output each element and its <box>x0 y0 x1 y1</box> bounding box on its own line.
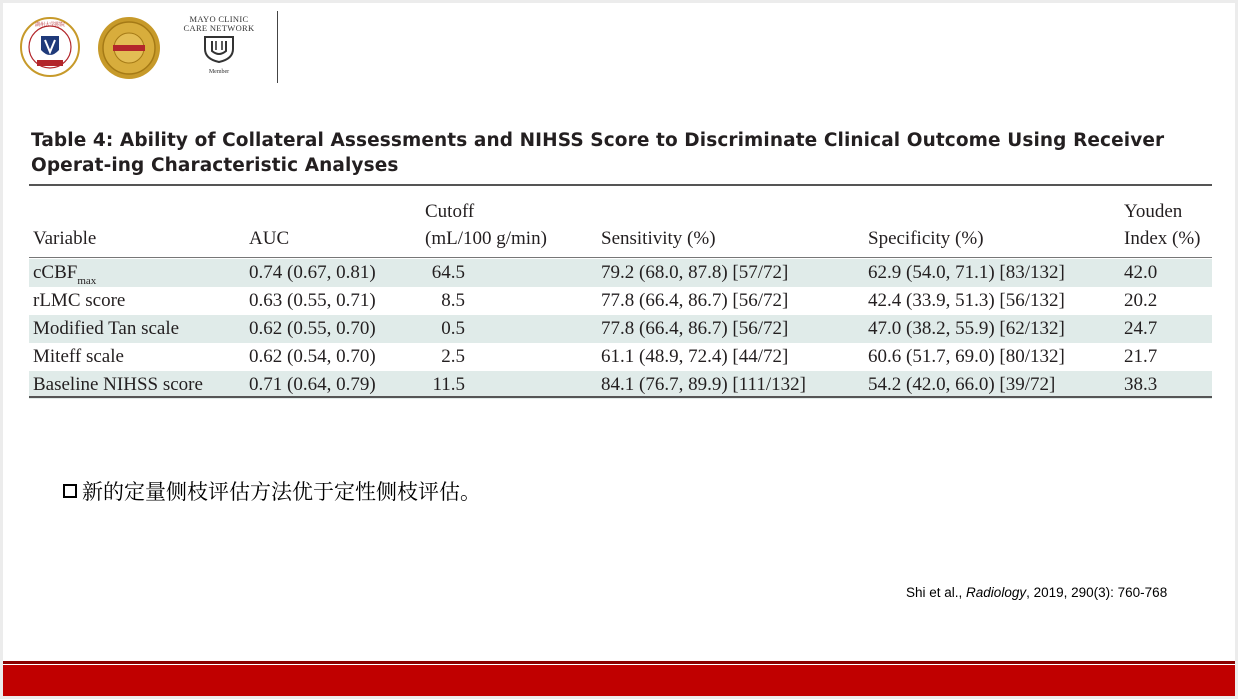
table-top-rule <box>29 184 1212 186</box>
header-youden-line2: Index (%) <box>1124 228 1201 249</box>
header-cutoff-line1: Cutoff <box>425 201 475 222</box>
table-row <box>29 343 1212 371</box>
header-cutoff-line2: (mL/100 g/min) <box>425 228 547 249</box>
cell-cutoff: 8.5 <box>441 290 465 311</box>
table-row <box>29 259 1212 287</box>
table-header-row <box>29 190 1212 256</box>
citation <box>906 585 1167 600</box>
cell-sensitivity: 84.1 (76.7, 89.9) [111/132] <box>601 374 806 395</box>
cell-auc: 0.71 (0.64, 0.79) <box>249 374 376 395</box>
slide <box>3 3 1235 696</box>
cell-specificity: 62.9 (54.0, 71.1) [83/132] <box>868 262 1065 283</box>
cell-cutoff: 2.5 <box>441 346 465 367</box>
cell-sensitivity: 77.8 (66.4, 86.7) [56/72] <box>601 318 789 339</box>
cell-sensitivity: 77.8 (66.4, 86.7) [56/72] <box>601 290 789 311</box>
cell-variable: cCBF$_{max}$ <box>33 262 97 287</box>
header-youden-line1: Youden <box>1124 201 1183 222</box>
mayo-member-label: Member <box>208 69 230 75</box>
cell-youden: 21.7 <box>1124 346 1158 367</box>
table-row <box>29 371 1212 399</box>
table-bottom-rule <box>29 396 1212 398</box>
cell-sensitivity: 61.1 (48.9, 72.4) [44/72] <box>601 346 789 367</box>
header-auc: AUC <box>249 228 290 249</box>
table-row <box>29 287 1212 315</box>
cell-variable-subscript: max <box>77 275 97 287</box>
bullet-text: 新的定量侧枝评估方法优于定性侧枝评估。 <box>82 480 481 504</box>
header-youden <box>1124 198 1201 252</box>
table-header-rule <box>29 257 1212 258</box>
cell-cutoff: 0.5 <box>441 318 465 339</box>
cell-specificity: 42.4 (33.9, 51.3) [56/132] <box>868 290 1065 311</box>
table-title: Table 4: Ability of Collateral Assessments and NIHSS Score to Discriminate Clinical Outcome Using Receiver Operat-ing Characteristic Analyses <box>31 130 1165 176</box>
cell-variable: Modified Tan scale <box>33 318 180 339</box>
header-cutoff <box>425 198 585 252</box>
cell-auc: 0.62 (0.54, 0.70) <box>249 346 376 367</box>
cell-cutoff: 64.5 <box>431 262 465 283</box>
cell-auc: 0.74 (0.67, 0.81) <box>249 262 376 283</box>
footer-accent-line <box>3 661 1235 664</box>
square-bullet-icon <box>63 484 77 498</box>
cell-auc: 0.62 (0.55, 0.70) <box>249 318 376 339</box>
citation-authors: Shi et al., <box>906 585 967 600</box>
bullet-point <box>63 476 481 506</box>
footer-bar <box>3 665 1235 696</box>
cell-youden: 20.2 <box>1124 290 1158 311</box>
citation-journal: Radiology <box>966 585 1027 600</box>
cell-variable: Miteff scale <box>33 346 124 367</box>
cell-youden: 42.0 <box>1124 262 1158 283</box>
cell-specificity: 54.2 (42.0, 66.0) [39/72] <box>868 374 1056 395</box>
logo-divider <box>277 11 278 83</box>
cell-sensitivity: 79.2 (68.0, 87.8) [57/72] <box>601 262 789 283</box>
mayo-clinic-logo <box>174 15 264 75</box>
mayo-shield-icon <box>202 33 236 63</box>
hospital-gold-seal-logo <box>97 16 161 80</box>
cell-specificity: 47.0 (38.2, 55.9) [62/132] <box>868 318 1065 339</box>
cell-variable: Baseline NIHSS score <box>33 374 203 395</box>
header-sensitivity: Sensitivity (%) <box>601 228 716 249</box>
cell-youden: 24.7 <box>1124 318 1158 339</box>
header-variable: Variable <box>33 228 97 249</box>
cell-variable: rLMC score <box>33 290 126 311</box>
cell-youden: 38.3 <box>1124 374 1158 395</box>
mayo-line1: MAYO CLINIC <box>189 14 249 24</box>
citation-details: , 2019, 290(3): 760-768 <box>1026 585 1168 600</box>
cell-specificity: 60.6 (51.7, 69.0) [80/132] <box>868 346 1065 367</box>
cell-auc: 0.63 (0.55, 0.71) <box>249 290 376 311</box>
table-row <box>29 315 1212 343</box>
university-seal-logo <box>19 16 81 78</box>
header-specificity: Specificity (%) <box>868 228 984 249</box>
cell-cutoff: 11.5 <box>432 374 465 395</box>
svg-text:湖州大学附院: 湖州大学附院 <box>34 22 66 28</box>
mayo-line2: CARE NETWORK <box>183 23 255 33</box>
